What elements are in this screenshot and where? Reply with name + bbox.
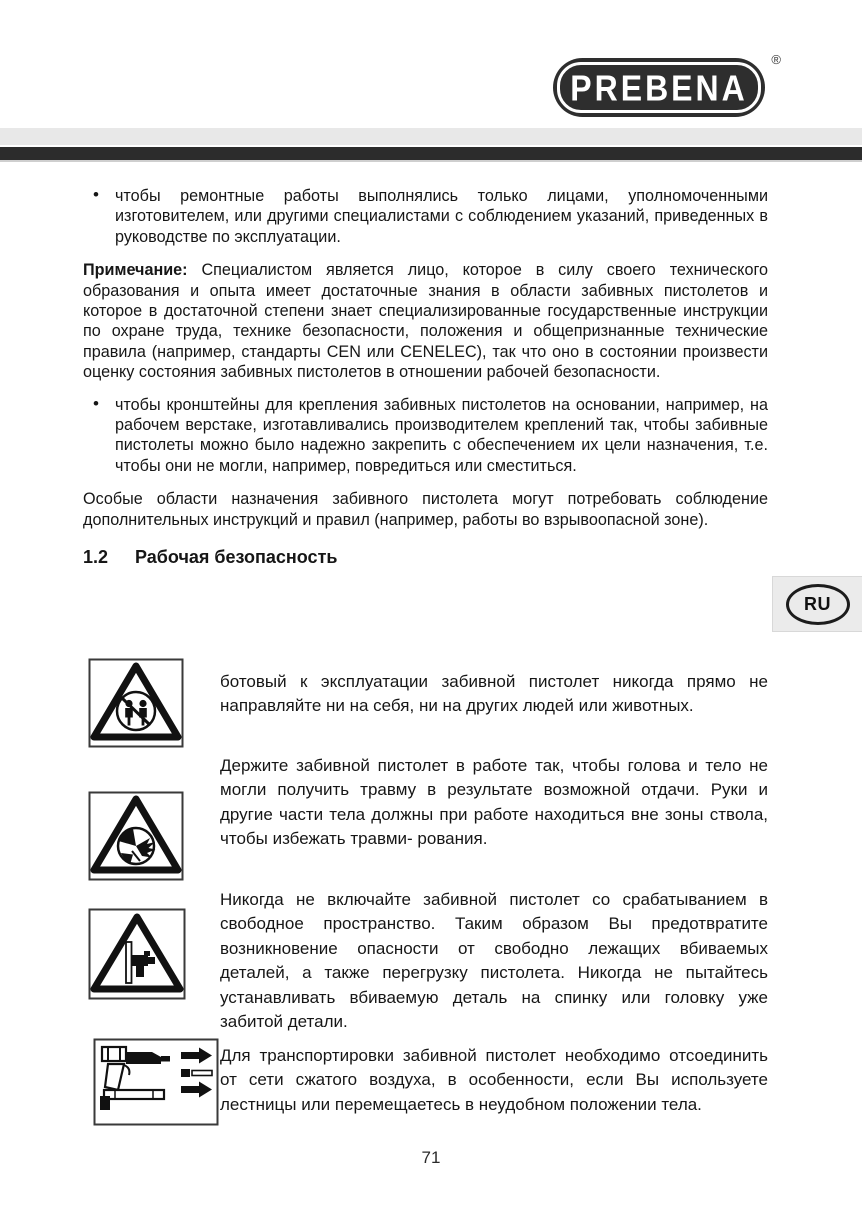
bullet-item-brackets: [83, 395, 768, 477]
brand-name: PREBENA: [570, 67, 748, 108]
page-number: 71: [421, 1148, 441, 1167]
language-tab: [772, 576, 862, 632]
safety-text: ботовый к эксплуатации забивной пистолет никогда прямо не направляйте ни на себя, ни на других людей или животных.: [220, 672, 768, 716]
language-badge: RU: [786, 584, 850, 625]
section-heading: [83, 546, 768, 568]
prebena-logo: [553, 52, 781, 117]
safety-text: Для транспортировки забивной пистолет необходимо отсоединить от сети сжатого воздуха, в особенности, если Вы используете лестницы или перемещаетесь в неудобном положении тела.: [220, 1046, 768, 1114]
safety-row-aiming: [83, 652, 768, 753]
bullet-text: чтобы кронштейны для крепления забивных пистолетов на основании, например, на рабочем верстаке, изготавливались производителем креплений так, чтобы забивные пистолеты можно было надежно закрепить с обеспечением их цели назначения, т.е. чтобы они не могли, например, повредиться или сместиться.: [115, 395, 768, 475]
disconnect-air-hose-icon: [93, 1038, 219, 1131]
bullet-icon: •: [93, 393, 99, 413]
safety-text: Держите забивной пистолет в работе так, чтобы голова и тело не могли получить травму в результате возможной отдачи. Руки и другие части тела должны при работе находиться вне зоны ствола, чтобы избежать травми- рования.: [220, 756, 768, 849]
note-paragraph: [83, 260, 768, 382]
no-free-space-firing-warning-icon: [88, 908, 186, 1005]
header-light-band: [0, 128, 862, 145]
safety-section: [83, 652, 768, 1138]
no-aiming-at-people-warning-icon: [88, 658, 184, 753]
intro-section: [83, 186, 768, 568]
registered-trademark-icon: ®: [771, 52, 781, 67]
section-title: Рабочая безопасность: [135, 547, 338, 568]
bullet-icon: •: [93, 185, 99, 204]
special-areas-paragraph: Особые области назначения забивного пистолета могут потребовать соблюдение дополнительных инструкций и правил (например, работы во взрывоопасной зоне).: [83, 490, 768, 529]
note-text: Специалистом является лицо, которое в силу своего технического образования и опыта имеет достаточные знания в области забивных пистолетов и которое в достаточной степени знает специализированные государственные инструкции по охране труда, технике безопасности, положения и общепризнанные технические правила (например, стандарты CEN или CENELEC), так что оно в состоянии произвести оценку состояния забивных пистолетов в отношении рабочей безопасности.: [83, 261, 768, 382]
safety-row-free-space: [83, 886, 768, 1038]
bullet-item-repairs: [83, 186, 768, 247]
safety-row-transport: [83, 1038, 768, 1138]
logo-inner-border: [557, 62, 761, 113]
section-number: 1.2: [83, 547, 109, 568]
header-dark-band: [0, 147, 862, 162]
hand-injury-warning-icon: [88, 791, 184, 886]
logo-background: [553, 58, 765, 117]
note-label: Примечание:: [83, 261, 188, 280]
bullet-text: чтобы ремонтные работы выполнялись только лицами, уполномоченными изготовителем, или другими специалистами с соблюдением указаний, приведенных в руководстве по эксплуатации.: [115, 187, 768, 246]
safety-text: Никогда не включайте забивной пистолет со срабатыванием в свободное пространство. Таким образом Вы предотвратите возникновение опасности от свободно лежащих вбиваемых деталей, а также перегрузку пистолета. Никогда не пытайтесь устанавливать вбиваемую деталь на спинку или головку уже забитой детали.: [220, 890, 768, 1032]
safety-row-recoil: [83, 753, 768, 886]
